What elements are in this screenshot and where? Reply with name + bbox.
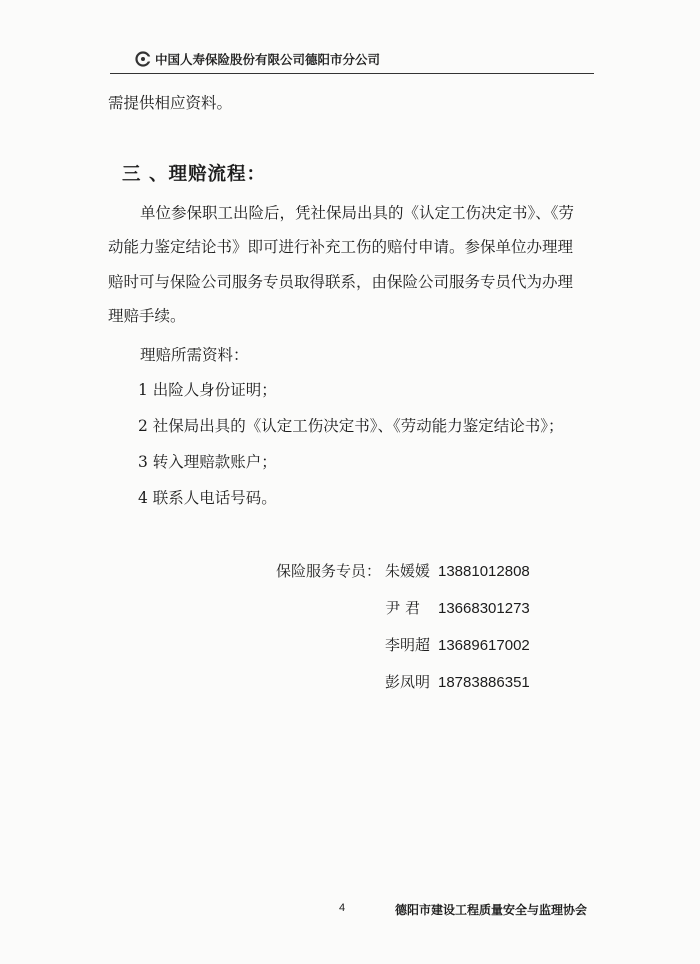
contact-phone: 18783886351	[438, 674, 530, 691]
para-line-2: 动能力鉴定结论书》即可进行补充工伤的赔付申请。参保单位办理理	[108, 238, 574, 256]
para-line-3: 赔时可与保险公司服务专员取得联系，由保险公司服务专员代为办理	[108, 273, 574, 291]
para-line-1: 单位参保职工出险后，凭社保局出具的《认定工伤决定书》、《劳	[140, 204, 575, 222]
continued-line: 需提供相应资料。	[108, 94, 233, 112]
header-rule	[110, 73, 594, 74]
china-life-logo-icon	[135, 51, 151, 67]
materials-heading: 理赔所需资料：	[140, 346, 249, 364]
contact-row	[276, 634, 588, 671]
material-item-3: 3 转入理赔款账户；	[138, 453, 277, 471]
contact-name: 尹 君	[385, 599, 420, 617]
contact-phone: 13881012808	[438, 563, 530, 580]
contact-name: 彭凤明	[384, 673, 430, 691]
contact-list	[276, 560, 588, 708]
footer-organization: 德阳市建设工程质量安全与监理协会	[395, 903, 588, 917]
contact-row	[276, 671, 588, 708]
material-item-1: 1 出险人身份证明；	[138, 381, 277, 399]
para-line-4: 理赔手续。	[108, 307, 186, 325]
contact-phone: 13689617002	[438, 637, 530, 654]
contact-phone: 13668301273	[438, 600, 530, 617]
material-item-4: 4 联系人电话号码。	[138, 489, 277, 507]
section-title: 三 、理赔流程：	[122, 164, 266, 185]
page-number: 4	[339, 902, 346, 914]
material-item-2: 2 社保局出具的《认定工伤决定书》、《劳动能力鉴定结论书》；	[138, 417, 564, 435]
contact-name: 李明超	[384, 636, 430, 654]
page-header	[135, 50, 380, 68]
contact-label: 保险服务专员：	[275, 562, 381, 580]
contact-row	[276, 560, 588, 597]
company-name: 中国人寿保险股份有限公司德阳市分公司	[155, 52, 381, 67]
contact-row	[276, 597, 588, 634]
contact-name: 朱媛媛	[384, 562, 430, 580]
